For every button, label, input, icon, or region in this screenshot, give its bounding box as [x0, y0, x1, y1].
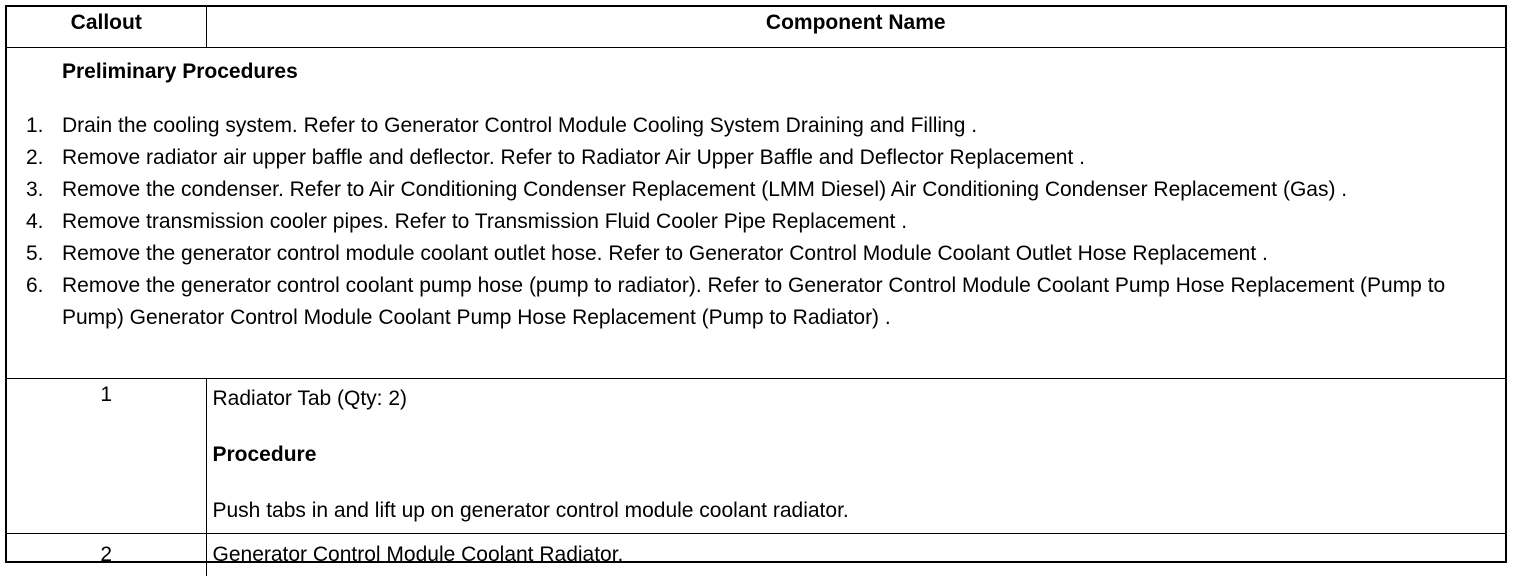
step-number: 4.: [26, 206, 44, 238]
preliminary-procedures-row: [7, 48, 1505, 379]
callout-header: Callout: [7, 7, 206, 48]
procedure-text: Push tabs in and lift up on generator control module coolant radiator.: [213, 495, 1506, 527]
procedure-table: [7, 7, 1505, 576]
component-name-header: Component Name: [206, 7, 1505, 48]
step-number: 2.: [26, 142, 44, 174]
header-row: [7, 7, 1505, 48]
preliminary-procedures-cell: [7, 48, 1505, 379]
step-item: [7, 238, 1505, 270]
step-text: Drain the cooling system. Refer to Generator Control Module Cooling System Draining and Filling .: [62, 114, 977, 137]
step-item: [7, 270, 1505, 334]
callout-number: 1: [7, 379, 206, 534]
step-number: 6.: [26, 270, 44, 302]
spacer: [213, 471, 1506, 495]
preliminary-procedures-title: Preliminary Procedures: [62, 56, 1505, 88]
step-text: Remove the condenser. Refer to Air Conditioning Condenser Replacement (LMM Diesel) Air Conditioning Condenser Replacement (Gas) .: [62, 178, 1347, 201]
procedure-label: Procedure: [213, 439, 1506, 471]
component-name: Radiator Tab (Qty: 2): [213, 383, 1506, 415]
step-text: Remove transmission cooler pipes. Refer to Transmission Fluid Cooler Pipe Replacement .: [62, 210, 907, 233]
step-number: 5.: [26, 238, 44, 270]
step-item: [7, 142, 1505, 174]
component-cell: [206, 379, 1505, 534]
step-item: [7, 206, 1505, 238]
step-item: [7, 110, 1505, 142]
table-row: [7, 534, 1505, 576]
procedure-table-frame: [5, 5, 1507, 563]
step-text: Remove radiator air upper baffle and deflector. Refer to Radiator Air Upper Baffle and Deflector Replacement .: [62, 146, 1085, 169]
callout-number: 2: [7, 534, 206, 576]
component-name: Generator Control Module Coolant Radiator.: [206, 534, 1505, 576]
step-text: Remove the generator control coolant pump hose (pump to radiator). Refer to Generator Control Module Coolant Pump Hose Replacement (Pump to Pump) Generator Control Module Coolant Pump Hose Replacement (Pump to Radiator) .: [62, 274, 1445, 329]
table-row: [7, 379, 1505, 534]
step-item: [7, 174, 1505, 206]
step-text: Remove the generator control module coolant outlet hose. Refer to Generator Control Module Coolant Outlet Hose Replacement .: [62, 242, 1268, 265]
step-number: 3.: [26, 174, 44, 206]
spacer: [213, 415, 1506, 439]
preliminary-steps-list: [7, 110, 1505, 334]
step-number: 1.: [26, 110, 44, 142]
